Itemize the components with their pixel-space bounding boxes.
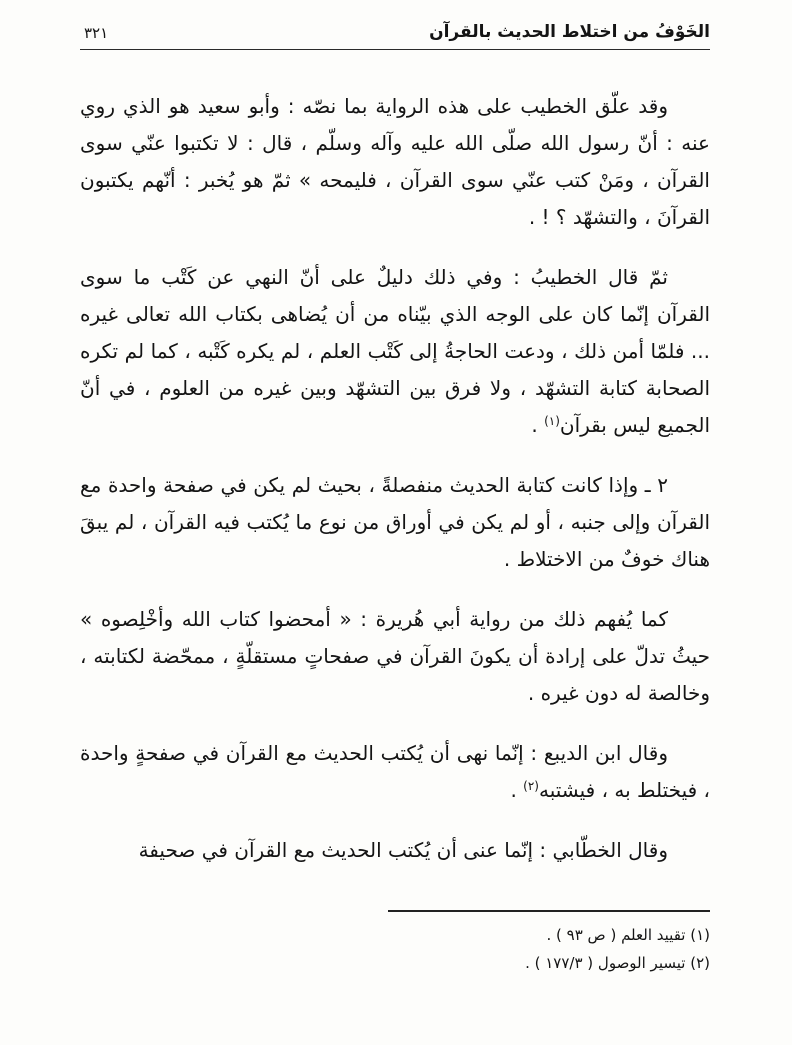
page-body [80, 88, 710, 892]
footnote-2: (٢) تيسير الوصول ( ١٧٧/٣ ) . [525, 954, 710, 972]
footnote-1: (١) تقييد العلم ( ص ٩٣ ) . [546, 926, 710, 944]
footnotes-section [80, 910, 710, 977]
paragraph-text: كما يُفهم ذلك من رواية أبي هُريرة : « أمحضوا كتاب الله وأخْلِصوه » حيثُ تدلّ على إرادة أن يكونَ القرآن في صفحاتٍ مستقلّةٍ ، ممحّضة لكتابته ، وخالصة له دون غيره . [80, 607, 710, 705]
body-paragraph-6 [80, 832, 710, 869]
paragraph-tail: . [510, 778, 524, 802]
body-paragraph-1 [80, 88, 710, 236]
paragraph-text: وقال ابن الديبع : إنّما نهى أن يُكتب الحديث مع القرآن في صفحةٍ واحدة ، فيختلط به ، فيشتبه [80, 741, 710, 802]
body-paragraph-4 [80, 601, 710, 712]
page-header [80, 22, 710, 50]
paragraph-text: وقال الخطّابي : إنّما عنى أن يُكتب الحديث مع القرآن في صحيفة [138, 838, 668, 862]
paragraph-text: ٢ ـ وإذا كانت كتابة الحديث منفصلةً ، بحيث لم يكن في صفحة واحدة مع القرآن وإلى جنبه ، أو لم يكن في أوراق من نوع ما يُكتب فيه القرآن ، لم يبقَ هناك خوفٌ من الاختلاط . [80, 473, 710, 571]
body-paragraph-3 [80, 467, 710, 578]
page-number: ٣٢١ [84, 24, 109, 42]
paragraph-tail: . [531, 413, 545, 437]
body-paragraph-2 [80, 259, 710, 444]
footnote-divider [388, 910, 710, 912]
running-head-title: الخَوْفُ من اختلاط الحديث بالقرآن [429, 22, 710, 42]
footnote-ref-2: (٢) [523, 779, 539, 793]
body-paragraph-5 [80, 735, 710, 809]
paragraph-text: وقد علّق الخطيب على هذه الرواية بما نصّه : وأبو سعيد هو الذي روي عنه : أنّ رسول الله صلّى الله عليه وآله وسلّم ، قال : لا تكتبوا عنّي سوى القرآن ، ومَنْ كتب عنّي سوى القرآن ، فليمحه » ثمّ هو يُخبر : أنّهم يكتبون القرآنَ ، والتشهّد ؟ ! . [80, 94, 710, 229]
footnote-ref-1: (١) [544, 414, 560, 428]
paragraph-text: ثمّ قال الخطيبُ : وفي ذلك دليلٌ على أنّ النهي عن كَتْب ما سوى القرآن إنّما كان على الوجه الذي بيّناه من أن يُضاهى بكتاب الله تعالى غيره ... فلمّا أمن ذلك ، ودعت الحاجةُ إلى كَتْب العلم ، لم يكره كَتْبه ، كما لم تكره الصحابة كتابة التشهّد ، ولا فرق بين التشهّد وبين غيره من العلوم ، في أنّ الجميع ليس بقرآن [80, 265, 710, 437]
